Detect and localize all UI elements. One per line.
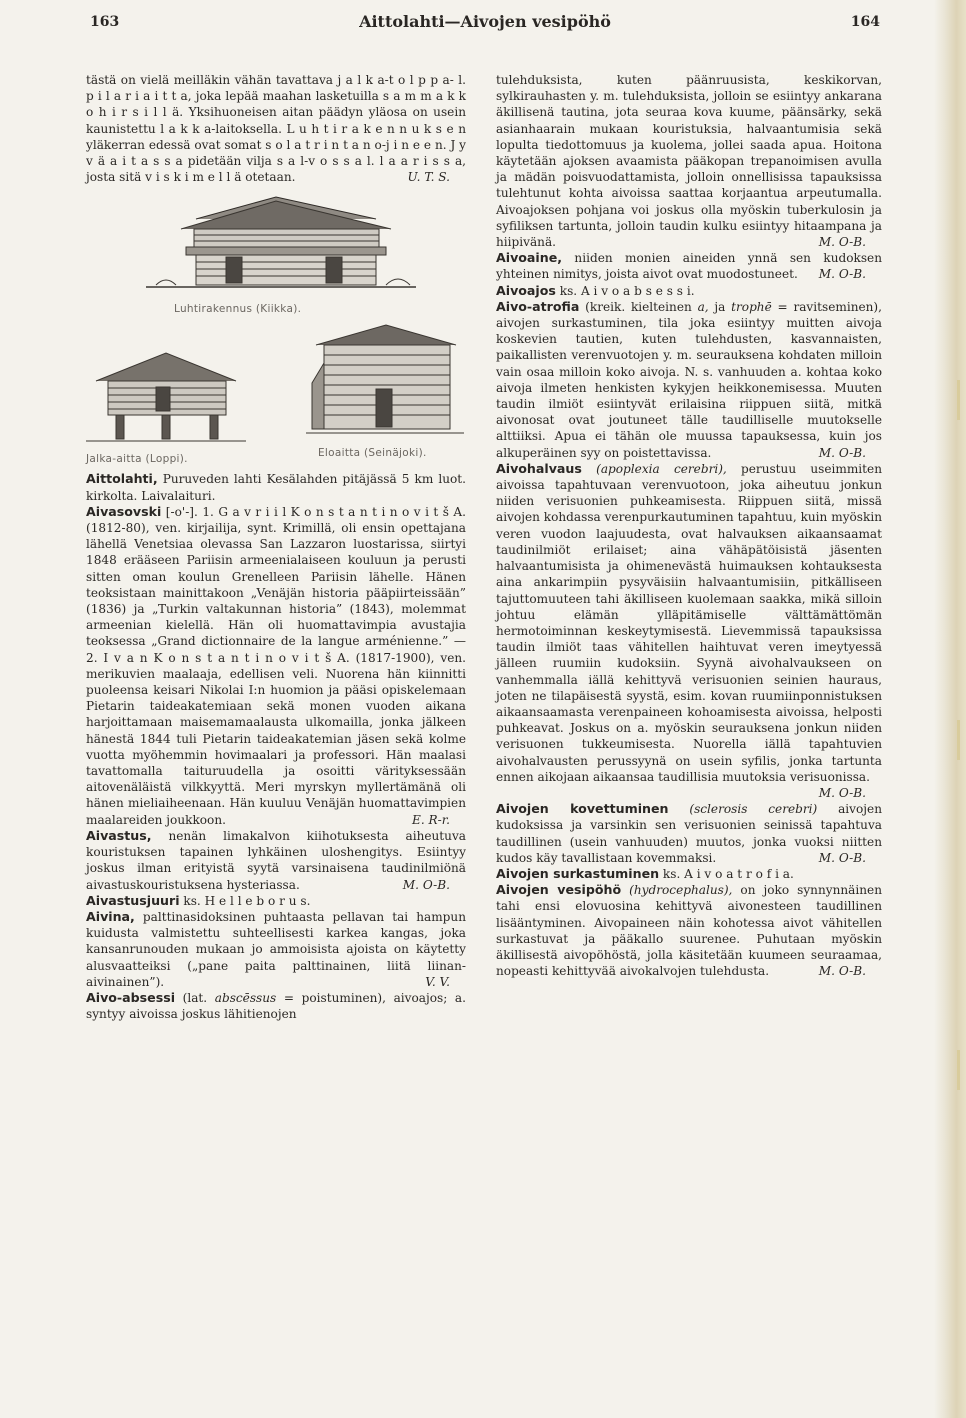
headword: Aivoajos [496, 282, 556, 298]
entry-aivojen-kovettuminen: Aivojen kovettuminen (sclerosis cerebri) aivojen kudoksissa ja varsinkin sen verisuonien seinissä tapahtuva taudillinen (usein vanhuuden) muutos, jonka vuoksi niitten kudos käy tavallistaan kovemmaksi. M. O-B. [496, 801, 882, 865]
figure-aitat [86, 323, 466, 465]
headword: Aivina, [86, 908, 135, 924]
entry-aivastus: Aivastus, nenän limakalvon kiihotuksesta aiheutuva kouristuksen tapainen lyhkäinen uloshengitys. Esiintyy joskus ilman erityistä syytä varsinaisena taudinilmiönä aivastuskouristuksena hysteriassa. M. O-B. [86, 827, 466, 892]
headword: Aivo-atrofia [496, 298, 580, 314]
entry-aivoajos: Aivoajos ks. A i v o a b s e s s i. [496, 282, 695, 298]
left-column [86, 72, 466, 1022]
page-header [90, 10, 880, 34]
entry-aivojen-surkastuminen: Aivojen surkastuminen ks. A i v o a t r o f i a. [496, 865, 794, 881]
signature: M. O-B. [818, 785, 866, 800]
binding-stain [957, 1050, 960, 1090]
entry-aivina: Aivina, palttinasidoksinen puhtaasta pellavan tai hampun kuidusta valmistettu suhteellisesti karkea kangas, joka kansanrunouden mukaan jo ammoisista ajoista on käytetty alusvaatteiksi („pane paita palttinainen, liitä liinan-aivinainen”). V. V. [86, 908, 466, 989]
aitta-continuation: tästä on vielä meilläkin vähän tavattava j a l k a-t o l p p a- l. p i l a r i a i t t a, joka lepää maahan lasketuilla s a m m a k k o h i r s i l l ä. Yksihuoneisen aitan päädyn yläosa on usein kaunistettu l a k k a-laitoksella. L u h t i r a k e n n u k s e n yläkerran edessä ovat somat s o l a t r i n t a n o-j i n e e n. J y v ä a i t a s s a pidetään vilja s a l-v o s s a l. l a a r i s s a, josta sitä v i s k i m e l l ä otetaan. U. T. S. [86, 73, 466, 185]
headword: Aivohalvaus [496, 460, 582, 476]
entry-aivoaine: Aivoaine, niiden monien aineiden ynnä sen kudoksen yhteinen nimitys, joista aivot ovat muodostuneet. M. O-B. [496, 250, 882, 282]
signature: M. O-B. [818, 445, 866, 460]
page-number-right: 164 [850, 14, 880, 30]
headword: Aivojen surkastuminen [496, 865, 660, 881]
running-title: Aittolahti—Aivojen vesipöhö [359, 12, 611, 31]
aivo-absessi-continuation: tulehduksista, kuten päänruusista, keskikorvan, sylkirauhasten y. m. tulehduksista, jolloin se esiintyy ankarana äkillisenä tautina, jota seuraa kova kuume, päänsärky, sekä asianhaarain mukaan kouristuksia, halvaantumisia sekä lopulta tiedottomuus ja kuolema, jollei saada apua. Hoitona käytetään ajoksen avaamista pääkopan trepanoimisen avulla ja mädän poisvuodattamista, jolloin onnellisissa tapauksissa tulehtunut kohta aivoissa saattaa korjaantua arpeutumalla. Aivoajoksen pohjana voi joskus olla myöskin tuberkulosin ja syfiliksen tartunta, jolloin taudin kulku esiintyy hitaampana ja hiipivänä. M. O-B. [496, 73, 882, 250]
binding-stain [957, 380, 960, 420]
headword: Aivoaine, [496, 250, 563, 266]
entry-aivo-absessi: Aivo-absessi (lat. abscēssus = poistuminen), aivoajos; a. syntyy aivoissa joskus lähitienojen [86, 989, 466, 1022]
entry-aittolahti: Aittolahti, Puruveden lahti Kesälahden pitäjässä 5 km luot. kirkolta. Laivalaituri. [86, 471, 466, 503]
caption-eloaitta: Eloaitta (Seinäjoki). [318, 447, 427, 460]
entry-aivastusjuuri: Aivastusjuuri ks. H e l l e b o r u s. [86, 892, 311, 908]
page-number-left: 163 [90, 14, 120, 30]
signature: U. T. S. [407, 170, 450, 185]
headword: Aivastusjuuri [86, 892, 180, 908]
headword: Aivo-absessi [86, 989, 176, 1005]
entry-aivo-atrofia: Aivo-atrofia (kreik. kielteinen a, ja trophē = ravitseminen), aivojen surkastuminen, tila joka esiintyy muitten aivoja koskevien tautien, kuten tulehdusten, kasvannaisten, paikallisten verenvuotojen y. m. seurauksena kohdaten milloin vain osaa milloin koko aivoja. N. s. vanhuuden a. kohtaa koko aivoja ilmeten henkisten kykyjen heikkonemisessa. Muuten taudin ilmiöt esiintyvät erilaisina riippuen siitä, mitkä aivonosat ovat joutuneet tälle taudilliselle muutokselle alttiiksi. Apua ei tähän ole muussa tapauksessa, kuin jos alkuperäinen syy on poistettavissa. M. O-B. [496, 298, 882, 460]
aitta-illustrations [86, 323, 466, 451]
entry-aivohalvaus: Aivohalvaus (apoplexia cerebri), perustuu useimmiten aivoissa tapahtuvaan verenvuotoon, joka aiheutuu jonkun niiden verisuonien puhkeamisesta. Riippuen siitä, missä aivojen kohdassa verenpurkautuminen tapahtuu, kuin myöskin veren vuodon laajuudesta, ovat halvauksen aikaansaamat taudinilmiöt erilaiset; aina vähäpätöisistä jäsenten halvaantumisista ja ohimenevästä huimauksen kohtauksesta aina ankarimpiin pysyväisiin halvaantumisiin, pitkälliseen tajuttomuuteen tahi äkilliseen kuolemaan saakka, mikä silloin johtuu elämän ylläpitämiselle välttämättömän hermotoiminnan keskeytymisestä. Lievemmissä tapauksissa taudin ilmiöt taas vähitellen haihtuvat veren imeytyessä jälleen ruumiin kudoksiin. Syynä aivohalvaukseen on vanhemmalla iällä kehittyvä verisuonien seinien hauraus, joten ne tilapäisestä syystä, esim. kovan ruumiinponnistuksen aikaansaamasta verenpaineen kohoamisesta aivoissa, helposti puhkeavat. Joskus on a. myöskin seurauksena jonkun niiden verisuonen tukkeumisesta. Nuorella iällä tapahtuvien aivohalvausten perussyynä on usein syfilis, jonka tartunta ennen aikojaan aikaansaa taudillisia muutoksia verisuonissa. M. O-B. [496, 460, 882, 800]
headword: Aivojen vesipöhö [496, 882, 622, 898]
right-column [496, 72, 882, 979]
headword: Aivasovski [86, 503, 162, 519]
binding-stain [957, 720, 960, 760]
caption-jalka-aitta: Jalka-aitta (Loppi). [86, 453, 188, 466]
signature: M. O-B. [818, 235, 866, 250]
entry-aivasovski: Aivasovski [-o'-]. 1. G a v r i i l K o n s t a n t i n o v i t š A. (1812-80), ven. kirjailija, synt. Krimillä, oli ensin opettajana lähellä Venetsiaa olevassa San Lazzaron luostarissa, siirtyi 1848 erääseen Pariisin armeenialaiseen kouluun ja perusti sitten oman koulun Grenelleen Pariisin lähelle. Hänen teoksistaan mainittakoon „Venäjän historia pääpiirteissään” (1836) ja „Turkin valtakunnan historia” (1843), molemmat armeenian kielellä. Hän oli huomattavimpia avustajia teoksessa „Grand dictionnaire de la langue arménienne.” — 2. I v a n K o n s t a n t i n o v i t š A. (1817-1900), ven. merikuvien maalaaja, edellisen veli. Nuorena hän kiinnitti puoleensa keisari Nikolai I:n huomion ja pääsi opiskelemaan Pietarin taideakatemiaan sekä monen vuoden aikana harjoittamaan maisemamaalausta ulkomailla, jonka jälkeen hänestä 1844 tuli Pietarin taideakatemian jäsen sekä kolme vuotta myöhemmin hovimaalari ja professori. Hän maalasi tavattomalla taituruudella ja osoitti värityksessään aitovenäläistä vilkkyyttä. Meri myrskyn myllertämänä oli hänen mieliaiheenaan. Hän kuuluu Venäjän huomattavimpien maalareiden joukkoon. E. R-r. [86, 503, 466, 827]
luhtirakennus-illustration [86, 189, 466, 301]
signature: M. O-B. [402, 877, 450, 892]
entry-aivojen-vesipoho: Aivojen vesipöhö (hydrocephalus), on joko synnynnäinen tahi ensi elovuosina kehittyvä aivonesteen taudillinen lisääntyminen. Aivopaineen näin kohotessa aivot vähitellen surkastuvat ja pääkallo suurenee. Puhutaan myöskin äkillisestä aivopöhöstä, jolla käsitetään kuumeen seuraamaa, nopeasti kehittyvää aivokalvojen tulehdusta. M. O-B. [496, 882, 882, 979]
headword: Aittolahti, [86, 471, 158, 487]
figure-luhtirakennus [86, 189, 466, 317]
signature: V. V. [425, 974, 450, 989]
headword: Aivastus, [86, 827, 152, 843]
signature: M. O-B. [818, 850, 866, 865]
book-binding-edge [934, 0, 966, 1418]
headword: Aivojen kovettuminen [496, 801, 669, 817]
signature: M. O-B. [818, 964, 866, 979]
signature: M. O-B. [818, 267, 866, 282]
signature: E. R-r. [411, 812, 450, 827]
caption-luhtirakennus: Luhtirakennus (Kiikka). [174, 303, 302, 316]
